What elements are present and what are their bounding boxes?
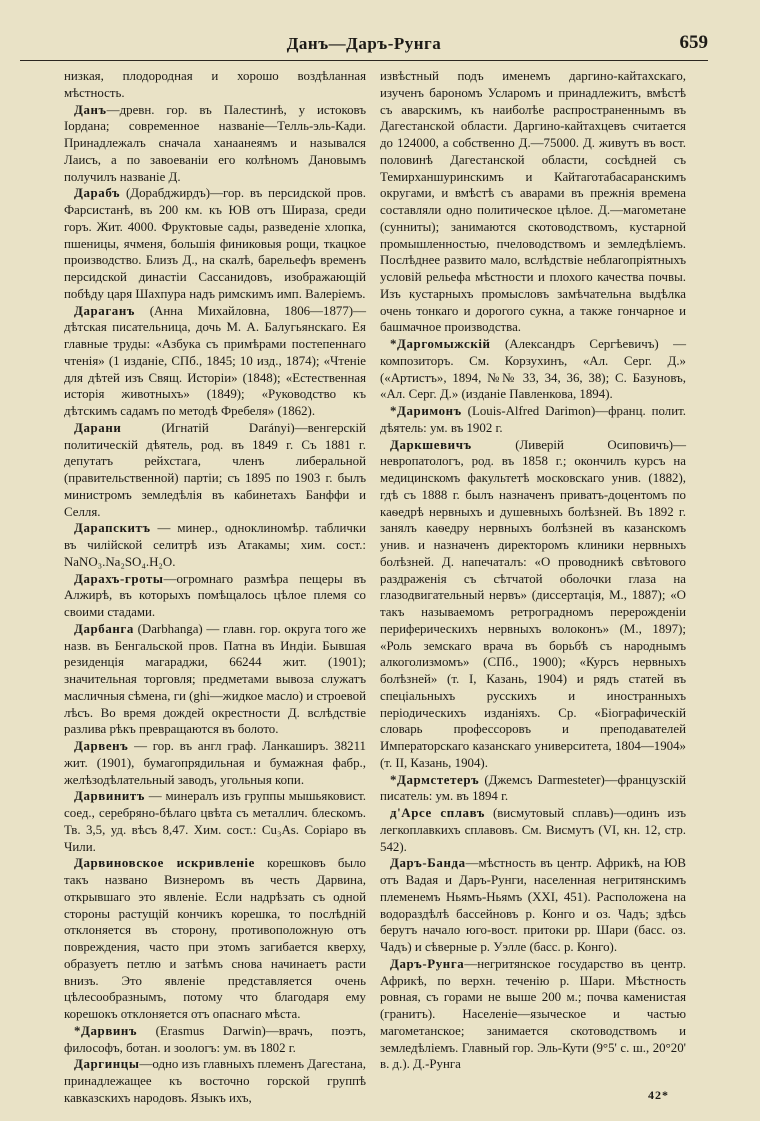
article-entry	[380, 772, 686, 806]
article-entry	[380, 437, 686, 772]
entry-headword: Даргинцы	[74, 1057, 140, 1072]
entry-text: —одно изъ главныхъ племенъ Дагестана, принадлежащее къ восточно горской группѣ кавказскихъ народовъ. Языкъ ихъ,	[64, 1057, 366, 1105]
entry-text: (Игнатій Darányi)—венгерскій политическій дѣятель, род. въ 1849 г. Съ 1881 г. депутатъ рейхстага, членъ либеральной (правительственной) партіи; съ 1895 по 1903 г. былъ министромъ земледѣлія въ кабинетахъ Банффи и Селля.	[64, 420, 366, 519]
article-entry	[64, 621, 366, 738]
printer-signature-mark: 42*	[648, 1088, 669, 1102]
article-entry	[380, 336, 686, 403]
entry-headword: *Даргомыжскій	[390, 337, 491, 351]
article-entry	[64, 303, 366, 420]
entry-text: — гор. въ англ граф. Ланкаширъ. 38211 жит. (1901), бумагопрядильная и бумажная фабр., желѣзодѣлательный заводъ, угольныя копи.	[64, 739, 366, 787]
entry-text: (Дорабджирдъ)—гор. въ персидской пров. Фарсистанѣ, въ 200 км. къ ЮВ отъ Шираза, среди горъ. Жит. 4000. Фруктовые сады, разведеніе хлопка, пшеницы, ячменя, большія финиковыя рощи, ткацкое производство. Близъ Д., на скалѣ, барельефъ временъ персидской династіи Сассанидовъ, изображающій побѣду царя Шахпура надъ римскимъ имп. Валеріемъ.	[64, 186, 366, 301]
article-entry	[64, 102, 366, 186]
entry-text: низкая, плодородная и хорошо воздѣланная мѣстность.	[64, 69, 366, 100]
article-entry	[64, 420, 366, 521]
entry-headword: Дарвинитъ	[74, 789, 145, 804]
entry-text: корешковъ было такъ названо Визнеромъ въ честь Дарвина, открывшаго это явленіе. Если надрѣзать съ одной стороны растущій кончикъ корешка, то послѣдній отклоняется въ сторону, противоположную отъ повреждения, часто при этомъ загибается кверху, образуетъ петлю и затѣмъ снова начинаетъ расти внизъ. Это явленіе представляется очень цѣлесообразнымъ, потому что благодаря ему корешокъ отклоняется отъ опаснаго мѣста.	[64, 856, 366, 1021]
article-entry	[64, 738, 366, 788]
left-column	[64, 68, 366, 1107]
entry-headword: Дараганъ	[74, 303, 135, 318]
entry-text: (Erasmus Darwin)—врачъ, поэтъ, философъ, ботан. и зоологъ: ум. въ 1802 г.	[64, 1023, 366, 1055]
entry-headword: д'Арсе сплавъ	[390, 806, 485, 820]
entry-text: извѣстный подъ именемъ даргино-кайтахскаго, изученъ барономъ Усларомъ и принадлежитъ, вмѣстѣ съ аварскимъ, къ наиболѣе распространеннымъ въ Дагестанской области. Даргино-кайтахцевъ считается до 124000, а собственно Д.—75000. Д. живутъ въ вост. половинѣ Дагестанской области, сосѣдней съ Темирханшуринскимъ и Кайтаготабасаранскимъ округами, и вмѣстѣ съ аварами въ прежнія времена составляли одно политическое цѣлое. Д.—магометане (сунниты); занимаются скотоводствомъ, кустарной промышленностью, пчеловодствомъ и земледѣліемъ. Послѣднее развито мало, вслѣдствіе неблагопріятныхъ условій рельефа мѣстности и плохого качества почвы. Изъ кустарныхъ промысловъ замѣчательна выдѣлка очень тонкаго и дорогого сукна, а также гончарное и башмачное производства.	[380, 69, 686, 335]
article-entry	[64, 855, 366, 1023]
article-entry	[64, 1056, 366, 1106]
article-entry	[64, 571, 366, 621]
article-entry	[64, 788, 366, 855]
entry-text: (Darbhanga) — главн. гор. округа того же назв. въ Бенгальской пров. Патна въ Индіи. Бывшая резиденція магараджи, 66244 жит. (1901); значительная торговля; предметами вывоза служатъ масличныя сѣмена, ги (ghi—жидкое масло) и строевой лѣсъ. Во время дождей окрестности Д. вслѣдствіе разлива рѣкъ превращаются въ болото.	[64, 621, 366, 737]
entry-headword: Дарбанга	[74, 621, 134, 636]
entry-headword: Дарвиновское искривленіе	[74, 856, 255, 871]
entry-text: —огромнаго размѣра пещеры въ Алжирѣ, въ которыхъ помѣщалось цѣлое племя со своими стадами.	[64, 571, 366, 619]
entry-text: —древн. гор. въ Палестинѣ, у истоковъ Іордана; современное названіе—Телль-эль-Кади. Принадлежалъ сначала ханаанеямъ и назывался Лаисъ, а по завоеваніи его колѣномъ Дановымъ получилъ названіе Д.	[64, 102, 366, 184]
article-entry	[380, 956, 686, 1073]
entry-headword: Данъ	[74, 102, 107, 117]
entry-text: —мѣстность въ центр. Африкѣ, на ЮВ отъ Вадая и Даръ-Рунги, населенная негритянскимъ племенемъ Ньямъ-Ньямъ (XXI, 451). Расположена на водораздѣлѣ бассейновъ р. Конго и оз. Чадъ; здѣсь берутъ начало юго-вост. притоки рр. Шари (басс. оз. Чадъ) и сѣверные р. Уэлле (басс. р. Конго).	[380, 856, 686, 954]
entry-headword: Даръ-Банда	[390, 856, 466, 871]
entry-headword: Дарахъ-гроты	[74, 571, 164, 586]
entry-text: — минер., одноклиномѣр. таблички въ чилійской селитрѣ изъ Атакамы; хим. сост.: NaNO₃.Na₂SO₄.H₂O.	[64, 521, 366, 569]
article-entry	[64, 185, 366, 302]
entry-text: —негритянское государство въ центр. Африкѣ, по верхн. теченію р. Шари. Мѣстность ровная, съ горами не выше 200 м.; почва каменистая (гранитъ). Населеніе—языческое и частью магометанское; занимается скотоводствомъ и земледѣліемъ. Главный гор. Эль-Кути (9°5' с. ш., 20°20' в. д.). Д.-Рунга	[380, 956, 686, 1072]
entry-text: (Анна Михайловна, 1806—1877)—дѣтская писательница, дочь М. А. Балугьянскаго. Ея главные труды: «Азбука съ примѣрами постепеннаго чтенія» (1 изданіе, СПб., 1845; 10 изд., 1874); «Чтеніе для дѣтей изъ Свящ. Исторіи» (1848); «Естественная исторія животныхъ» (1849); «Руководство къ дѣтскимъ садамъ по методѣ Фребеля» (1862).	[64, 303, 366, 418]
entry-text: (Ливерій Осиповичъ)—невропатологъ, род. въ 1858 г.; окончилъ курсъ на медицинскомъ факультетѣ московскаго унив. (1882), гдѣ съ 1888 г. былъ назначенъ приватъ-доцентомъ по каѳедрѣ нервныхъ и душевныхъ болѣзней. Въ 1892 г. занялъ каѳедру нервныхъ болѣзней въ казанскомъ унив. и назначенъ директоромъ клиники нервныхъ болѣзней. Д. напечаталъ: «О проводникѣ свѣтового раздраженія съ сѣтчатой оболочки глаза на глазодвигательный нервъ» (диссертація, М., 1887); «О такъ называемомъ ретроградномъ перерожденіи периферическихъ нервныхъ волоконъ» (М., 1897); «Роль земскаго врача въ борьбѣ съ народнымъ алкоголизмомъ» (СПб., 1900); «Курсъ нервныхъ болѣзней» (т. I, Казань, 1904) и рядъ статей въ спеціальныхъ русскихъ и иностранныхъ періодическихъ изданіяхъ. Ср. «Біографическій словарь профессоровъ и преподавателей Императорскаго казанскаго университета, 1804—1904» (т. II, Казань, 1904).	[380, 437, 686, 770]
entry-headword: Даркшевичъ	[390, 437, 472, 452]
entry-text: — минералъ изъ группы мышьяковист. соед., серебряно-бѣлаго цвѣта съ металлич. блескомъ. Тв. 3,5, уд. вѣсъ 8,47. Хим. сост.: Cu₃As. Copiapo въ Чили.	[64, 789, 366, 854]
entry-headword: Дарабъ	[74, 186, 121, 201]
entry-headword: Дарани	[74, 420, 122, 435]
entry-headword: *Дарвинъ	[74, 1023, 138, 1038]
entry-headword: *Дармстетеръ	[390, 772, 480, 787]
entry-headword: Даръ-Рунга	[390, 956, 465, 971]
page-number: 659	[679, 32, 708, 53]
entry-text: (Louis-Alfred Darimon)—франц. полит. дѣятель: ум. въ 1902 г.	[380, 404, 686, 435]
entry-headword: Дарапскитъ	[74, 521, 151, 536]
page-title: Данъ—Даръ-Рунга	[286, 34, 442, 53]
article-entry	[380, 403, 686, 437]
entry-headword: *Даримонъ	[390, 404, 462, 418]
article-entry	[64, 520, 366, 570]
article-entry	[380, 805, 686, 855]
entry-text: (Джемсъ Darmesteter)—французскій писатель: ум. въ 1894 г.	[380, 772, 686, 804]
article-entry	[380, 855, 686, 956]
entry-text: (висмутовый сплавъ)—одинъ изъ легкоплавкихъ сплавовъ. См. Висмутъ (VI, кн. 12, стр. 542).	[380, 806, 686, 854]
article-entry	[380, 68, 686, 336]
entry-headword: Дарвенъ	[74, 739, 129, 753]
entry-text: (Александръ Сергѣевичъ) — композиторъ. См. Корзухинъ, «Ал. Серг. Д.» («Артистъ», 1894, №№ 33, 34, 36, 38); С. Базуновъ, «Ал. Серг. Д.» (изданіе Павленкова, 1894).	[380, 337, 686, 402]
right-column	[380, 68, 686, 1073]
article-entry	[64, 1023, 366, 1057]
article-entry	[64, 68, 366, 102]
running-header	[20, 30, 708, 61]
